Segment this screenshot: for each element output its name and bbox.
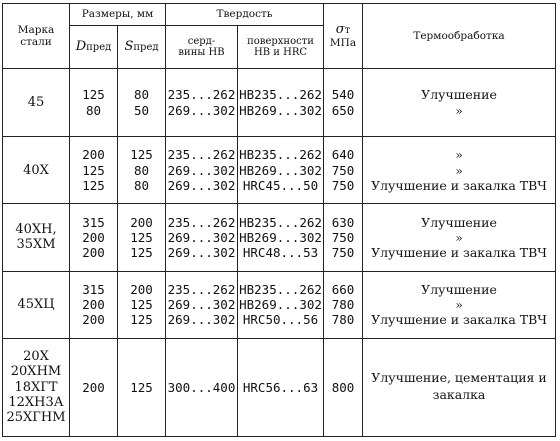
cell-line: 35ХМ <box>16 237 56 253</box>
cell-line: закалка <box>432 387 486 403</box>
header-yield-strength: σт МПа <box>324 4 363 69</box>
table-row <box>3 271 556 338</box>
table-row <box>3 69 556 137</box>
cell-line: HB269...302 <box>239 162 322 178</box>
cell-line: 200 <box>82 312 105 328</box>
cell-line: 125 <box>130 379 153 395</box>
header-core-hb: серд- вины НВ <box>166 26 238 69</box>
cell-yield-strength <box>324 204 363 271</box>
cell-line: 200 <box>82 229 105 245</box>
cell-line: 20ХНМ <box>10 364 62 380</box>
header-dimensions: Размеры, мм <box>70 4 166 26</box>
cell-line: Улучшение <box>421 87 497 103</box>
steel-properties-table <box>2 3 556 437</box>
cell-steel-grade <box>3 271 70 338</box>
cell-line: 80 <box>133 177 150 193</box>
cell-heat-treatment <box>363 271 556 338</box>
cell-line: 750 <box>331 177 355 193</box>
cell-line: 269...302 <box>167 312 236 328</box>
cell-line: 269...302 <box>167 296 236 312</box>
cell-line: HRC45...50 <box>242 177 319 193</box>
cell-line: 269...302 <box>167 229 236 245</box>
cell-line: Улучшение <box>421 281 497 297</box>
cell-yield-strength <box>324 338 363 436</box>
cell-line: 125 <box>130 229 153 245</box>
cell-line: 125 <box>82 162 105 178</box>
header-steel-grade: Марка стали <box>3 4 70 69</box>
cell-core-hardness <box>166 204 238 271</box>
cell-line: 18ХГТ <box>14 379 58 395</box>
cell-line: 40X <box>23 162 49 178</box>
cell-core-hardness <box>166 69 238 137</box>
cell-line: 125 <box>130 296 153 312</box>
cell-line: HB235...262 <box>239 87 322 103</box>
cell-line: 235...262 <box>167 87 236 103</box>
cell-line: 200 <box>130 214 153 230</box>
cell-surface-hardness <box>238 69 324 137</box>
cell-line: 200 <box>82 296 105 312</box>
cell-line: 650 <box>331 102 355 118</box>
cell-line: HB269...302 <box>239 102 322 118</box>
cell-surface-hardness <box>238 271 324 338</box>
cell-line: 640 <box>331 147 355 163</box>
cell-line: 45 <box>27 94 45 110</box>
cell-line: 45ХЦ <box>17 296 55 312</box>
cell-line: 235...262 <box>167 281 236 297</box>
cell-yield-strength <box>324 271 363 338</box>
cell-line: 750 <box>331 229 355 245</box>
cell-surface-hardness <box>238 137 324 204</box>
cell-line: 125 <box>130 312 153 328</box>
cell-line: Улучшение и закалка ТВЧ <box>371 245 547 261</box>
cell-line: 12ХН3А <box>8 395 64 410</box>
cell-line: » <box>455 229 463 245</box>
cell-line: 235...262 <box>167 147 236 163</box>
cell-line: HRC56...63 <box>242 379 319 395</box>
cell-line: 269...302 <box>167 177 236 193</box>
cell-line: 200 <box>130 281 153 297</box>
cell-yield-strength <box>324 137 363 204</box>
cell-line: 750 <box>331 162 355 178</box>
cell-line: 50 <box>133 102 150 118</box>
cell-line: » <box>455 162 463 178</box>
cell-d-pred <box>70 137 118 204</box>
table-row <box>3 137 556 204</box>
cell-heat-treatment <box>363 204 556 271</box>
cell-line: 80 <box>133 162 150 178</box>
cell-line: 630 <box>331 214 355 230</box>
cell-line: Улучшение и закалка ТВЧ <box>371 312 547 328</box>
cell-steel-grade <box>3 137 70 204</box>
cell-line: 125 <box>82 87 105 103</box>
cell-s-pred <box>118 338 166 436</box>
cell-yield-strength <box>324 69 363 137</box>
cell-d-pred <box>70 69 118 137</box>
header-surface-hardness: поверхности НВ и HRC <box>238 26 324 69</box>
cell-steel-grade <box>3 338 70 436</box>
cell-line: 80 <box>133 87 150 103</box>
cell-line: 300...400 <box>167 379 236 395</box>
cell-line: 125 <box>82 177 105 193</box>
cell-line: HRC50...56 <box>242 312 319 328</box>
cell-line: HB235...262 <box>239 147 322 163</box>
table-body <box>3 69 556 437</box>
cell-line: Улучшение и закалка ТВЧ <box>371 177 547 193</box>
cell-line: » <box>455 296 463 312</box>
cell-line: 80 <box>85 102 102 118</box>
cell-line: Улучшение, цементация и <box>371 370 547 386</box>
cell-line: 200 <box>82 245 105 261</box>
header-d-pred: Dпред <box>70 26 118 69</box>
cell-line: 780 <box>331 296 355 312</box>
cell-line: 235...262 <box>167 214 236 230</box>
cell-line: HRC48...53 <box>242 245 319 261</box>
cell-core-hardness <box>166 338 238 436</box>
cell-d-pred <box>70 271 118 338</box>
cell-line: » <box>455 147 463 163</box>
cell-line: 750 <box>331 245 355 261</box>
cell-s-pred <box>118 271 166 338</box>
cell-line: 200 <box>82 147 105 163</box>
table-row <box>3 204 556 271</box>
cell-line: 315 <box>82 214 105 230</box>
cell-steel-grade <box>3 69 70 137</box>
cell-line: HB269...302 <box>239 296 322 312</box>
cell-line: HB235...262 <box>239 281 322 297</box>
header-s-pred: Sпред <box>118 26 166 69</box>
cell-line: Улучшение <box>421 214 497 230</box>
cell-line: HB269...302 <box>239 229 322 245</box>
cell-core-hardness <box>166 271 238 338</box>
cell-line: 25ХГНМ <box>6 410 66 426</box>
cell-heat-treatment <box>363 338 556 436</box>
table-row <box>3 338 556 436</box>
cell-line: HB235...262 <box>239 214 322 230</box>
cell-heat-treatment <box>363 137 556 204</box>
cell-s-pred <box>118 137 166 204</box>
cell-core-hardness <box>166 137 238 204</box>
cell-surface-hardness <box>238 338 324 436</box>
cell-line: » <box>455 102 463 118</box>
cell-line: 540 <box>331 87 355 103</box>
cell-d-pred <box>70 338 118 436</box>
cell-line: 269...302 <box>167 162 236 178</box>
cell-line: 125 <box>130 245 153 261</box>
cell-line: 125 <box>130 147 153 163</box>
cell-line: 315 <box>82 281 105 297</box>
cell-heat-treatment <box>363 69 556 137</box>
cell-s-pred <box>118 69 166 137</box>
cell-s-pred <box>118 204 166 271</box>
cell-surface-hardness <box>238 204 324 271</box>
cell-line: 40ХН, <box>15 222 57 238</box>
cell-d-pred <box>70 204 118 271</box>
cell-line: 660 <box>331 281 355 297</box>
cell-line: 780 <box>331 312 355 328</box>
cell-steel-grade <box>3 204 70 271</box>
header-hardness: Твердость <box>166 4 324 26</box>
cell-line: 269...302 <box>167 245 236 261</box>
cell-line: 200 <box>82 379 105 395</box>
cell-line: 800 <box>331 379 355 395</box>
cell-line: 20X <box>23 349 49 365</box>
cell-line: 269...302 <box>167 102 236 118</box>
header-heat-treatment: Термообработка <box>363 4 556 69</box>
